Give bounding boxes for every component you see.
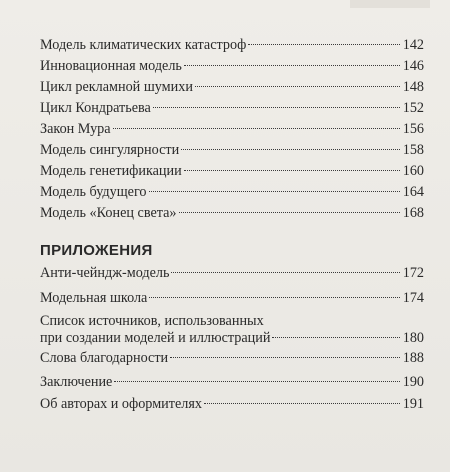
toc-entry bbox=[40, 37, 424, 54]
toc-entry-title: Модель генетификации bbox=[40, 163, 182, 179]
dot-leader bbox=[113, 128, 400, 129]
toc-entry-title: Закон Мура bbox=[40, 121, 111, 137]
toc-entry-title-line1: Список источников, использованных bbox=[40, 313, 264, 329]
toc-entry-page: 164 bbox=[402, 184, 424, 200]
toc-entry-title: Модель сингулярности bbox=[40, 142, 180, 158]
dot-leader bbox=[248, 44, 399, 45]
toc-entry-page: 188 bbox=[402, 350, 424, 366]
dot-leader bbox=[149, 191, 400, 192]
toc-entry-title: Модель климатических катастроф bbox=[40, 37, 247, 53]
dot-leader bbox=[184, 65, 400, 66]
dot-leader bbox=[204, 403, 400, 404]
dot-leader bbox=[170, 357, 400, 358]
toc-entry bbox=[40, 100, 424, 117]
toc-entry-title: Цикл Кондратьева bbox=[40, 100, 151, 116]
toc-entry-page: 174 bbox=[402, 290, 424, 306]
dot-leader bbox=[272, 337, 399, 338]
toc-entry bbox=[40, 290, 424, 307]
toc-entry-page: 146 bbox=[402, 58, 424, 74]
bleed-through-mark bbox=[350, 0, 430, 8]
toc-entry-title: Цикл рекламной шумихи bbox=[40, 79, 193, 95]
dot-leader bbox=[184, 170, 400, 171]
dot-leader bbox=[153, 107, 400, 108]
section-heading: ПРИЛОЖЕНИЯ bbox=[40, 242, 153, 259]
toc-entry-title: Слова благодарности bbox=[40, 350, 169, 366]
toc-entry-page: 152 bbox=[402, 100, 424, 116]
toc-entry bbox=[40, 313, 424, 347]
toc-entry bbox=[40, 205, 424, 222]
toc-entry-page: 191 bbox=[402, 396, 424, 412]
toc-entry bbox=[40, 58, 424, 75]
toc-entry-title-line2: при создании моделей и иллюстраций bbox=[40, 330, 271, 346]
toc-entry bbox=[40, 396, 424, 413]
dot-leader bbox=[195, 86, 400, 87]
toc-entry bbox=[40, 374, 424, 391]
toc-entry-page: 160 bbox=[402, 163, 424, 179]
toc-entry-page: 190 bbox=[402, 374, 424, 390]
toc-entry-page: 168 bbox=[402, 205, 424, 221]
toc-entry-title: Об авторах и оформителях bbox=[40, 396, 202, 412]
toc-entry-title: Модельная школа bbox=[40, 290, 148, 306]
toc-entry bbox=[40, 142, 424, 159]
toc-entry-title: Анти-чейндж-модель bbox=[40, 265, 170, 281]
toc-entry-page: 180 bbox=[402, 330, 424, 346]
toc-entry-page: 158 bbox=[402, 142, 424, 158]
toc-entry bbox=[40, 350, 424, 367]
dot-leader bbox=[181, 149, 400, 150]
toc-entry-page: 142 bbox=[402, 37, 424, 53]
toc-entry-title: Заключение bbox=[40, 374, 113, 390]
toc-entry-title: Модель будущего bbox=[40, 184, 147, 200]
toc-entry-page: 156 bbox=[402, 121, 424, 137]
toc-entry bbox=[40, 163, 424, 180]
dot-leader bbox=[179, 212, 400, 213]
toc-entry bbox=[40, 121, 424, 138]
toc-entry-title: Инновационная модель bbox=[40, 58, 182, 74]
dot-leader bbox=[114, 381, 399, 382]
dot-leader bbox=[149, 297, 399, 298]
toc-entry-page: 148 bbox=[402, 79, 424, 95]
toc-entry-title: Модель «Конец света» bbox=[40, 205, 177, 221]
dot-leader bbox=[171, 272, 399, 273]
toc-entry bbox=[40, 79, 424, 96]
toc-entry-page: 172 bbox=[402, 265, 424, 281]
toc-entry bbox=[40, 184, 424, 201]
toc-entry bbox=[40, 265, 424, 282]
